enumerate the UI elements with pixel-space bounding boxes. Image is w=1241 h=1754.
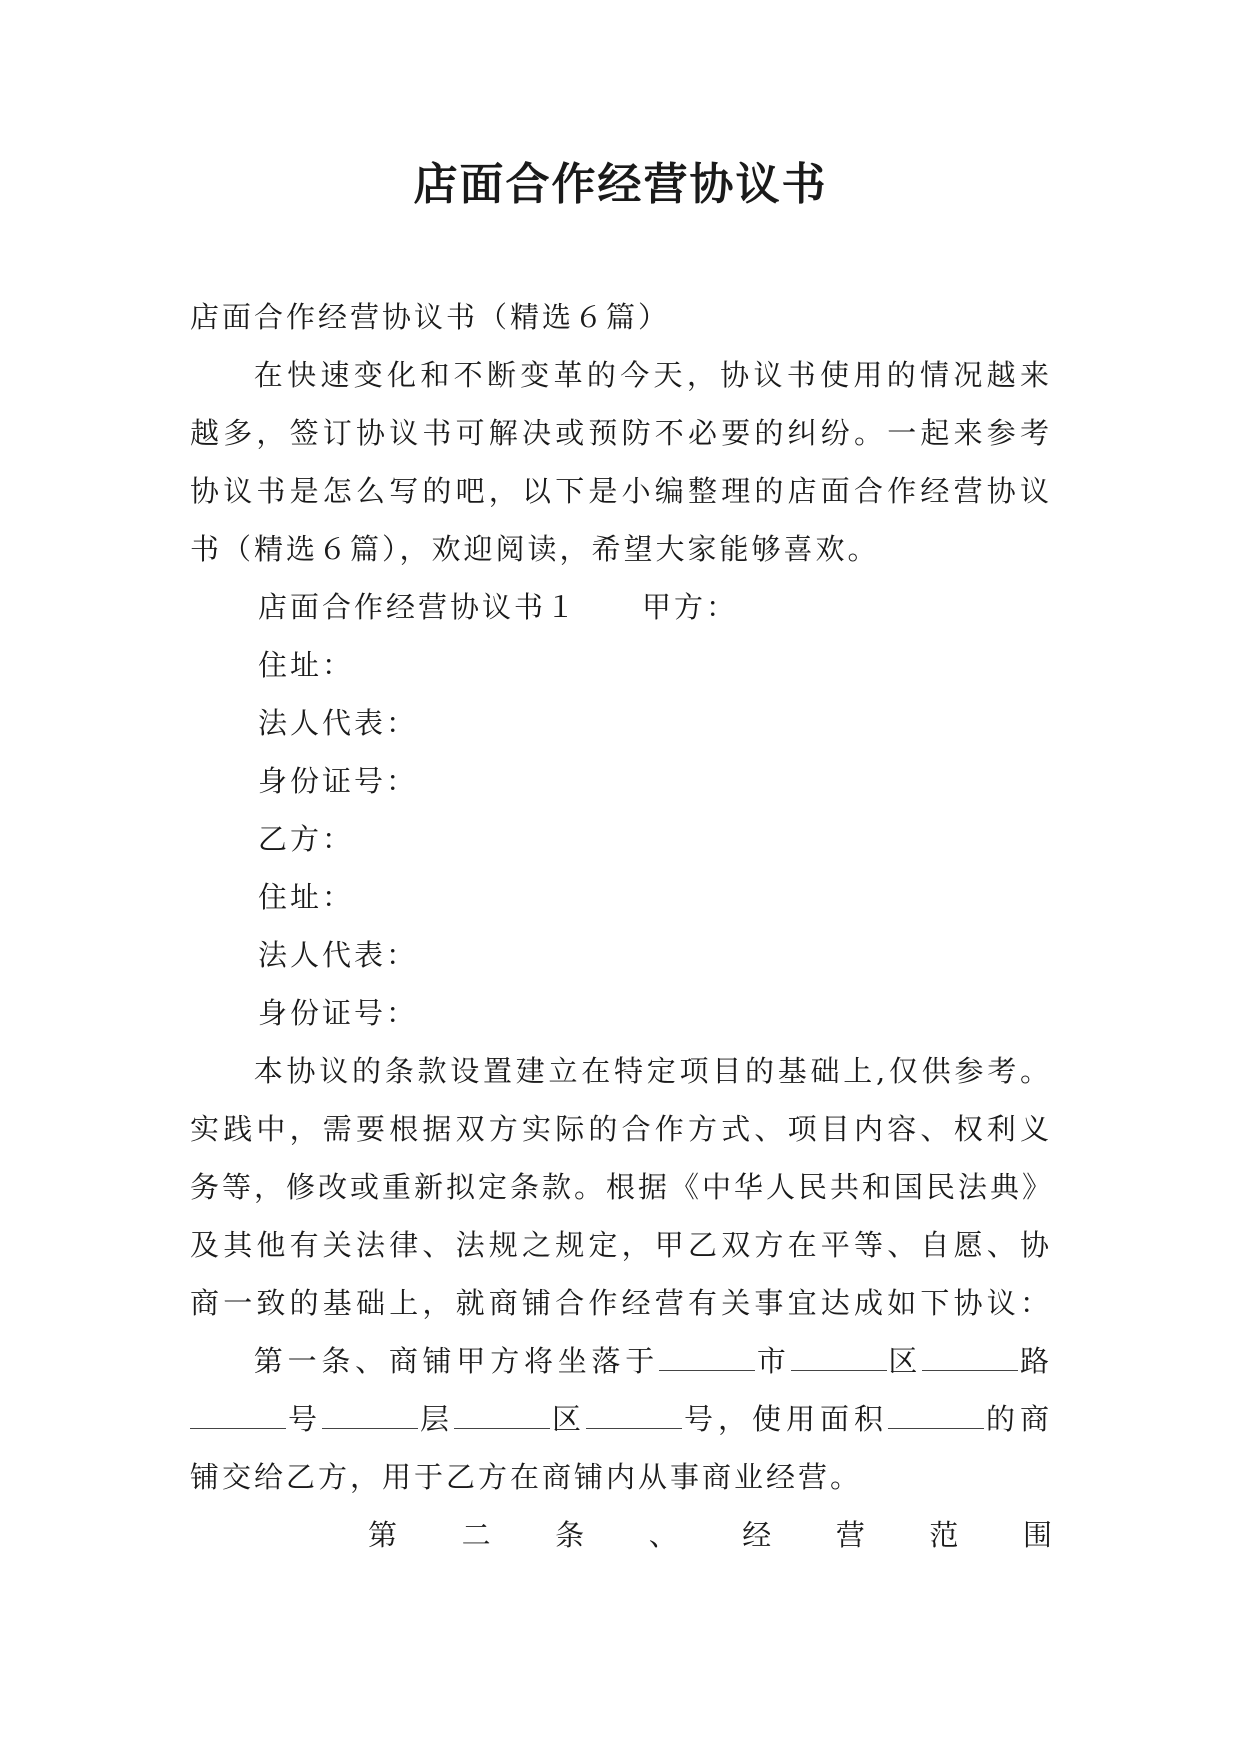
fill-blank [322, 1406, 418, 1429]
article-2-heading [190, 1506, 1052, 1564]
section-1-heading-line [190, 578, 1052, 636]
party-a-label: 甲方： [642, 590, 739, 624]
article-1-tail: 的商 [983, 1402, 1052, 1436]
article-1-line-3: 铺交给乙方，用于乙方在商铺内从事商业经营。 [190, 1460, 863, 1494]
preamble-line-5: 商一致的基础上，就商铺合作经营有关事宜达成如下协议： [190, 1286, 1052, 1320]
fill-blank [190, 1406, 286, 1429]
fill-blank [791, 1348, 887, 1371]
article-1-city: 市 [755, 1344, 791, 1378]
article-2-char: 条 [555, 1518, 612, 1552]
article-2-char: 围 [1022, 1518, 1052, 1552]
party-a-legal-rep: 法人代表： [258, 706, 419, 740]
party-b-legal-rep: 法人代表： [258, 938, 419, 972]
fill-blank [888, 1406, 984, 1429]
article-1-line-2 [190, 1390, 1052, 1448]
article-1-number: 号 [286, 1402, 322, 1436]
section-1-heading: 店面合作经营协议书１ [258, 590, 579, 624]
article-1-zone: 区 [550, 1402, 586, 1436]
preamble-line-2: 实践中，需要根据双方实际的合作方式、项目内容、权利义 [190, 1112, 1052, 1146]
article-1-district: 区 [886, 1344, 923, 1378]
article-2-char: 营 [835, 1518, 893, 1552]
article-1-number-2: 号，使用面积 [682, 1402, 888, 1436]
party-a-id-no: 身份证号： [258, 764, 419, 798]
party-b-address: 住址： [258, 880, 355, 914]
document-body [190, 288, 1055, 1564]
party-a-address: 住址： [258, 648, 355, 682]
article-2-char: 第 [368, 1518, 425, 1552]
article-1-floor: 层 [418, 1402, 454, 1436]
fill-blank [454, 1406, 550, 1429]
intro-line-2: 越多，签订协议书可解决或预防不必要的纠纷。一起来参考 [190, 416, 1052, 450]
party-b-id-no: 身份证号： [258, 996, 419, 1030]
party-b-label: 乙方： [258, 822, 355, 856]
document-title: 店面合作经营协议书 [413, 159, 828, 210]
intro-line-4: 书（精选６篇），欢迎阅读，希望大家能够喜欢。 [190, 532, 880, 566]
preamble-line-4: 及其他有关法律、法规之规定，甲乙双方在平等、自愿、协 [190, 1228, 1052, 1262]
preamble-line-3: 务等，修改或重新拟定条款。根据《中华人民共和国民法典》 [190, 1170, 1055, 1204]
article-2-char: 经 [742, 1518, 799, 1552]
article-2-char: 二 [461, 1518, 519, 1552]
intro-line-1: 在快速变化和不断变革的今天，协议书使用的情况越来 [253, 358, 1052, 392]
article-2-char: 范 [929, 1518, 987, 1552]
article-1-lead: 第一条、商铺甲方将坐落于 [253, 1344, 660, 1378]
article-1-line-1 [190, 1332, 1052, 1390]
fill-blank [922, 1348, 1018, 1371]
fill-blank [586, 1406, 682, 1429]
fill-blank [659, 1348, 755, 1371]
preamble-line-1: 本协议的条款设置建立在特定项目的基础上,仅供参考。 [253, 1054, 1052, 1088]
article-2-char: 、 [648, 1518, 706, 1552]
subtitle: 店面合作经营协议书（精选６篇） [190, 300, 671, 334]
article-1-road: 路 [1018, 1344, 1052, 1378]
intro-line-3: 协议书是怎么写的吧，以下是小编整理的店面合作经营协议 [190, 474, 1052, 508]
